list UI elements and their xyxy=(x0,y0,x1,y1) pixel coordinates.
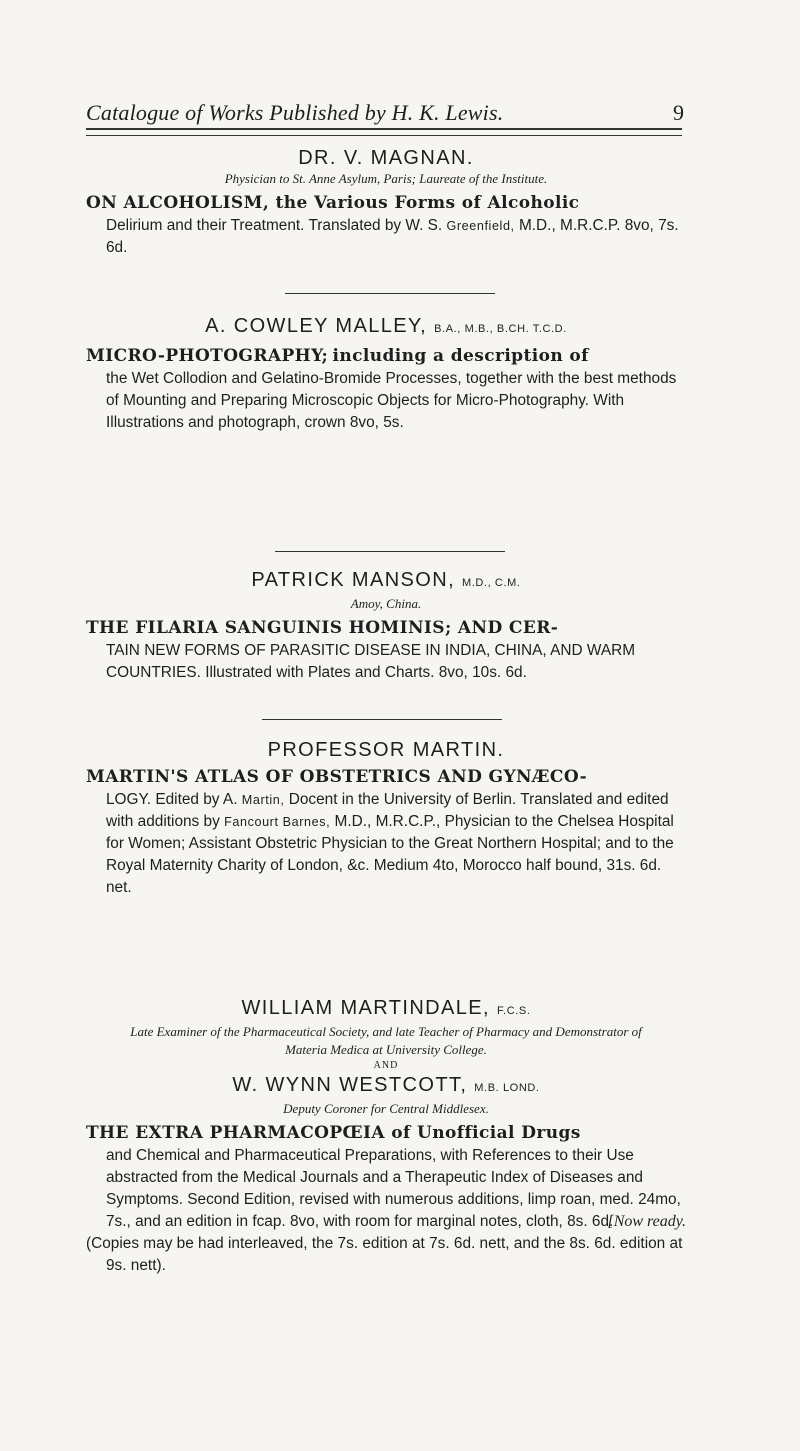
description: and Chemical and Pharmaceutical Preparations, with References to their Use abstracted from the Medical Journals and a Therapeutic Index of Diseases and Symptoms. Second Edition, revised with numerous additions, limp roan, med. 24mo, 7s., and an edition in fcap. 8vo, with room for marginal notes, cloth, 8s. 6d. xyxy=(106,1147,681,1230)
author-name: PROFESSOR MARTIN. xyxy=(267,739,505,761)
conjunction: AND xyxy=(373,1060,399,1071)
book-title: MICRO-PHOTOGRAPHY; xyxy=(86,346,329,366)
author-degrees: F.C.S. xyxy=(496,1005,531,1017)
author-name: A. COWLEY MALLEY, xyxy=(205,315,428,337)
author-name: DR. V. MAGNAN. xyxy=(298,147,474,169)
translator-name: Fancourt Barnes, xyxy=(224,815,331,829)
author-affiliation: Late Examiner of the Pharmaceutical Society, and late Teacher of Pharmacy and Demonstrator of Materia Medica at University College. xyxy=(130,1024,642,1057)
entry-text xyxy=(86,1122,686,1233)
entry-text xyxy=(86,617,686,684)
entry-martin xyxy=(86,738,686,899)
description: TAIN NEW FORMS OF PARASITIC DISEASE IN INDIA, CHINA, AND WARM COUNTRIES. Illustrated with Plates and Charts. 8vo, 10s. 6d. xyxy=(106,642,636,681)
description-part: Delirium and their Treatment. Translated by W. S. xyxy=(106,217,447,234)
author-line xyxy=(86,568,686,595)
author-degrees: M.B. LOND. xyxy=(474,1082,540,1094)
author-degrees: M.D., C.M. xyxy=(462,577,521,589)
author-degrees: B.A., M.B., B.CH. T.C.D. xyxy=(434,323,567,335)
book-title: MARTIN'S ATLAS OF OBSTETRICS AND GYNÆCO- xyxy=(86,767,588,787)
edition-note: (Copies may be had interleaved, the 7s. edition at 7s. 6d. nett, and the 8s. 6d. edition at 9s. nett). xyxy=(86,1235,683,1274)
entry-separator xyxy=(262,719,502,720)
entry-text xyxy=(86,345,686,434)
entry-malley xyxy=(86,314,686,434)
entry-martindale xyxy=(86,996,686,1277)
book-title: THE EXTRA PHARMACOPŒIA of Unofficial Drugs xyxy=(86,1123,581,1143)
author-line-2 xyxy=(86,1073,686,1100)
description-part: M.D., M.R.C.P., Physician to the Chelsea Hospital for Women; Assistant Obstetric Physician to the Great Northern Hospital; and to the Royal Maternity Charity of London, &c. Medium 4to, Morocco half bound, 31s. 6d. net. xyxy=(106,813,674,896)
editor-name: Martin, xyxy=(241,793,285,807)
page-number: 9 xyxy=(673,100,684,125)
book-title: ON ALCOHOLISM, the Various Forms of Alcoholic xyxy=(86,193,580,213)
author-line xyxy=(86,314,686,341)
running-title: Catalogue of Works Published by H. K. Lewis. xyxy=(86,100,504,125)
author-name: PATRICK MANSON, xyxy=(251,569,456,591)
description-part: LOGY. Edited by A. xyxy=(106,791,242,808)
translator-name: Greenfield, xyxy=(446,219,515,233)
header-rule xyxy=(86,128,682,136)
book-title-rest: including a description of xyxy=(332,346,589,366)
entry-text xyxy=(86,192,686,259)
availability-status: [Now ready. xyxy=(607,1213,686,1230)
description: the Wet Collodion and Gelatino-Bromide Processes, together with the best methods of Mounting and Preparing Microscopic Objects for Micro-Photography. With Illustrations and photograph, crown 8vo, 5s. xyxy=(106,370,677,431)
entry-separator xyxy=(275,551,505,552)
author-affiliation: Amoy, China. xyxy=(350,596,422,611)
description-part: M.D., M.R.C.P. 8vo, 7s. 6d. xyxy=(106,217,679,256)
entry-magnan xyxy=(86,146,686,259)
description-part: Docent in the University of Berlin. Translated and edited with additions by xyxy=(106,791,669,830)
author-line xyxy=(86,996,686,1023)
entry-text xyxy=(86,766,686,899)
author-affiliation: Deputy Coroner for Central Middlesex. xyxy=(283,1101,489,1116)
author-name: WILLIAM MARTINDALE, xyxy=(241,997,490,1019)
book-title: THE FILARIA SANGUINIS HOMINIS; AND CER- xyxy=(86,618,559,638)
entry-manson xyxy=(86,568,686,684)
author-affiliation: Physician to St. Anne Asylum, Paris; Laureate of the Institute. xyxy=(224,171,548,186)
entry-separator xyxy=(285,293,495,294)
author-name: W. WYNN WESTCOTT, xyxy=(232,1074,468,1096)
